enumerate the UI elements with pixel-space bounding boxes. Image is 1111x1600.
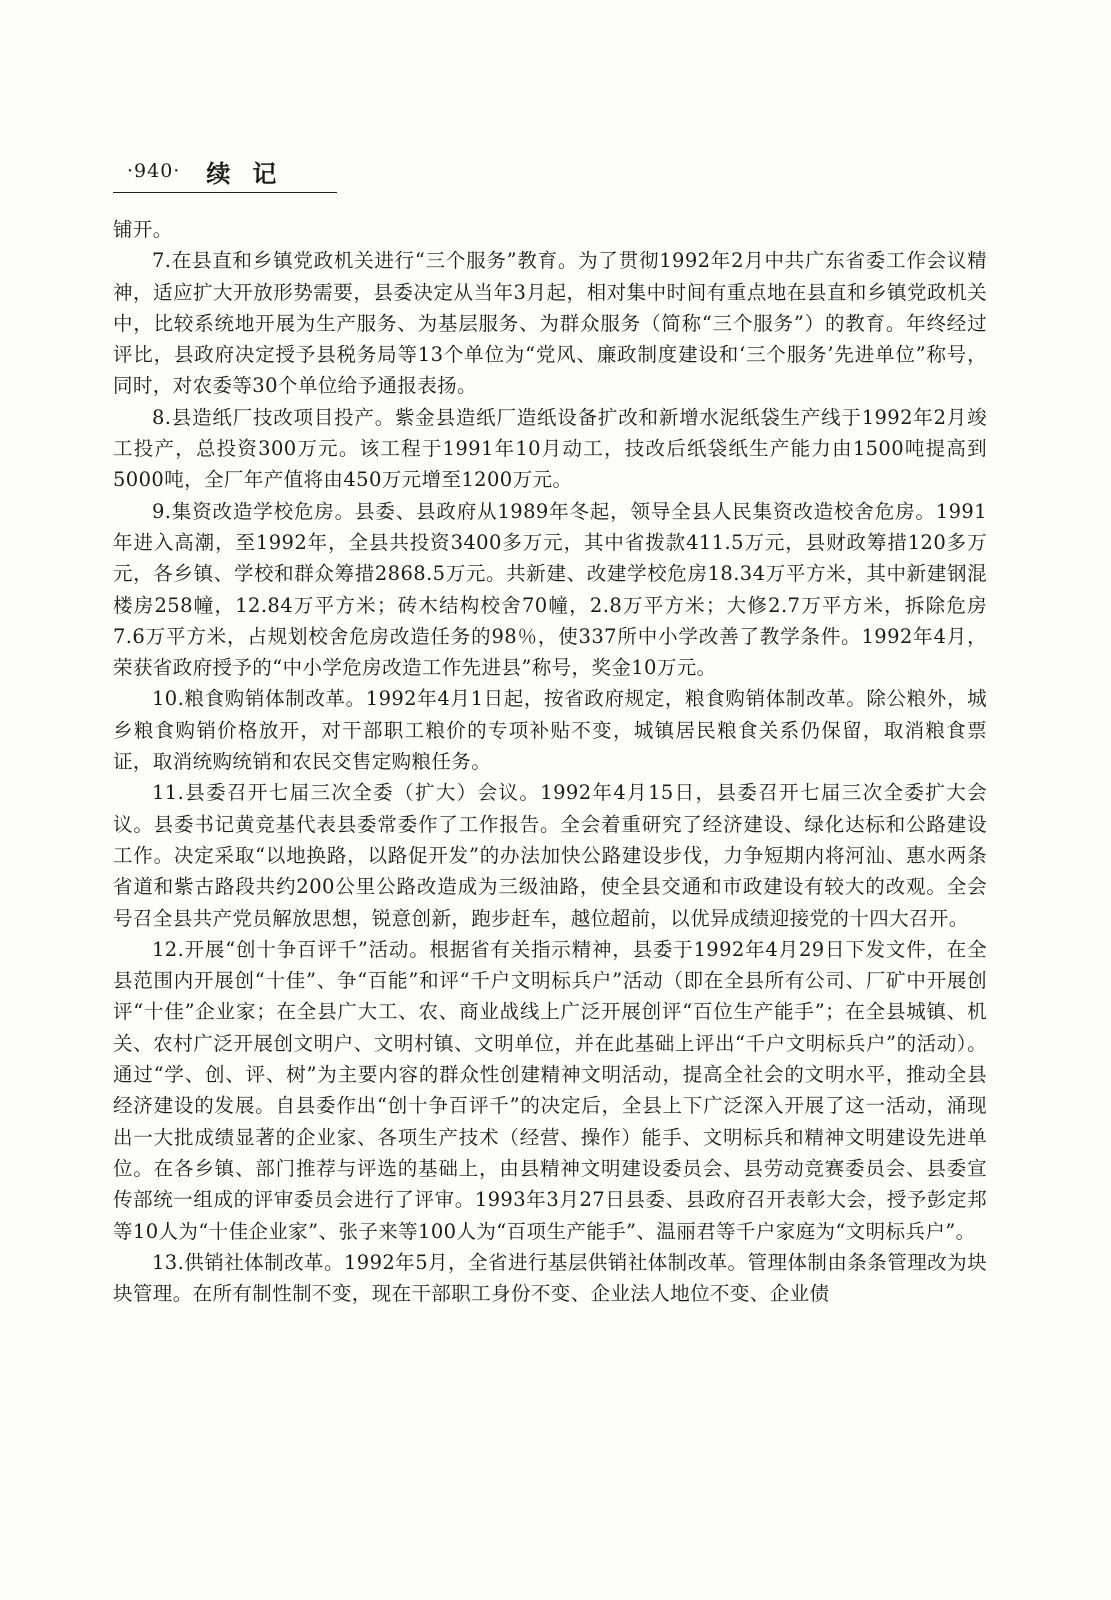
paragraph-item-7: 7.在县直和乡镇党政机关进行“三个服务”教育。为了贯彻1992年2月中共广东省委工作会议精神，适应扩大开放形势需要，县委决定从当年3月起，相对集中时间有重点地在县直和乡镇党政机关中，比较系统地开展为生产服务、为基层服务、为群众服务（简称“三个服务”）的教育。年终经过评比，县政府决定授予县税务局等13个单位为“党风、廉政制度建设和‘三个服务’先进单位”称号，同时，对农委等30个单位给予通报表扬。 [113,249,987,398]
section-title: 续记 [206,158,299,188]
paragraph-continuation: 铺开。 [113,218,173,241]
page-header [113,150,337,193]
body-text [113,214,987,1309]
paragraph-item-10: 10.粮食购销体制改革。1992年4月1日起，按省政府规定，粮食购销体制改革。除公粮外，城乡粮食购销价格放开，对干部职工粮价的专项补贴不变，城镇居民粮食关系仍保留，取消粮食票证，取消统购统销和农民交售定购粮任务。 [113,687,987,774]
paragraph-item-9: 9.集资改造学校危房。县委、县政府从1989年冬起，领导全县人民集资改造校舍危房。1991年进入高潮，至1992年，全县共投资3400多万元，其中省拨款411.5万元，县财政筹措120多万元，各乡镇、学校和群众筹措2868.5万元。共新建、改建学校危房18.34万平方米，其中新建钢混楼房258幢，12.84万平方米；砖木结构校舍70幢，2.8万平方米；大修2.7万平方米，拆除危房7.6万平方米，占规划校舍危房改造任务的98％，使337所中小学改善了教学条件。1992年4月，荣获省政府授予的“中小学危房改造工作先进县”称号，奖金10万元。 [113,499,987,680]
page-number: ·940· [127,160,181,182]
paragraph-item-8: 8.县造纸厂技改项目投产。紫金县造纸厂造纸设备扩改和新增水泥纸袋生产线于1992年2月竣工投产，总投资300万元。该工程于1991年10月动工，技改后纸袋纸生产能力由1500吨提高到5000吨，全厂年产值将由450万元增至1200万元。 [113,405,987,492]
paragraph-item-13: 13.供销社体制改革。1992年5月，全省进行基层供销社体制改革。管理体制由条条管理改为块块管理。在所有制性制不变，现在干部职工身份不变、企业法人地位不变、企业债 [113,1250,987,1306]
paragraph-item-12: 12.开展“创十争百评千”活动。根据省有关指示精神，县委于1992年4月29日下发文件，在全县范围内开展创“十佳”、争“百能”和评“千户文明标兵户”活动（即在全县所有公司、厂矿中开展创评“十佳”企业家；在全县广大工、农、商业战线上广泛开展创评“百位生产能手”；在全县城镇、机关、农村广泛开展创文明户、文明村镇、文明单位，并在此基础上评出“千户文明标兵户”的活动）。通过“学、创、评、树”为主要内容的群众性创建精神文明活动，提高全社会的文明水平，推动全县经济建设的发展。自县委作出“创十争百评千”的决定后，全县上下广泛深入开展了这一活动，涌现出一大批成绩显著的企业家、各项生产技术（经营、操作）能手、文明标兵和精神文明建设先进单位。在各乡镇、部门推荐与评选的基础上，由县精神文明建设委员会、县劳动竞赛委员会、县委宣传部统一组成的评审委员会进行了评审。1993年3月27日县委、县政府召开表彰大会，授予彭定邦等10人为“十佳企业家”、张子来等100人为“百项生产能手”、温丽君等千户家庭为“文明标兵户”。 [113,937,987,1243]
paragraph-item-11: 11.县委召开七届三次全委（扩大）会议。1992年4月15日，县委召开七届三次全委扩大会议。县委书记黄竞基代表县委常委作了工作报告。全会着重研究了经济建设、绿化达标和公路建设工作。决定采取“以地换路，以路促开发”的办法加快公路建设步伐，力争短期内将河汕、惠水两条省道和紫古路段共约200公里公路改造成为三级油路，使全县交通和市政建设有较大的改观。全会号召全县共产党员解放思想，锐意创新，跑步赶车，越位超前，以优异成绩迎接党的十四大召开。 [113,781,987,930]
